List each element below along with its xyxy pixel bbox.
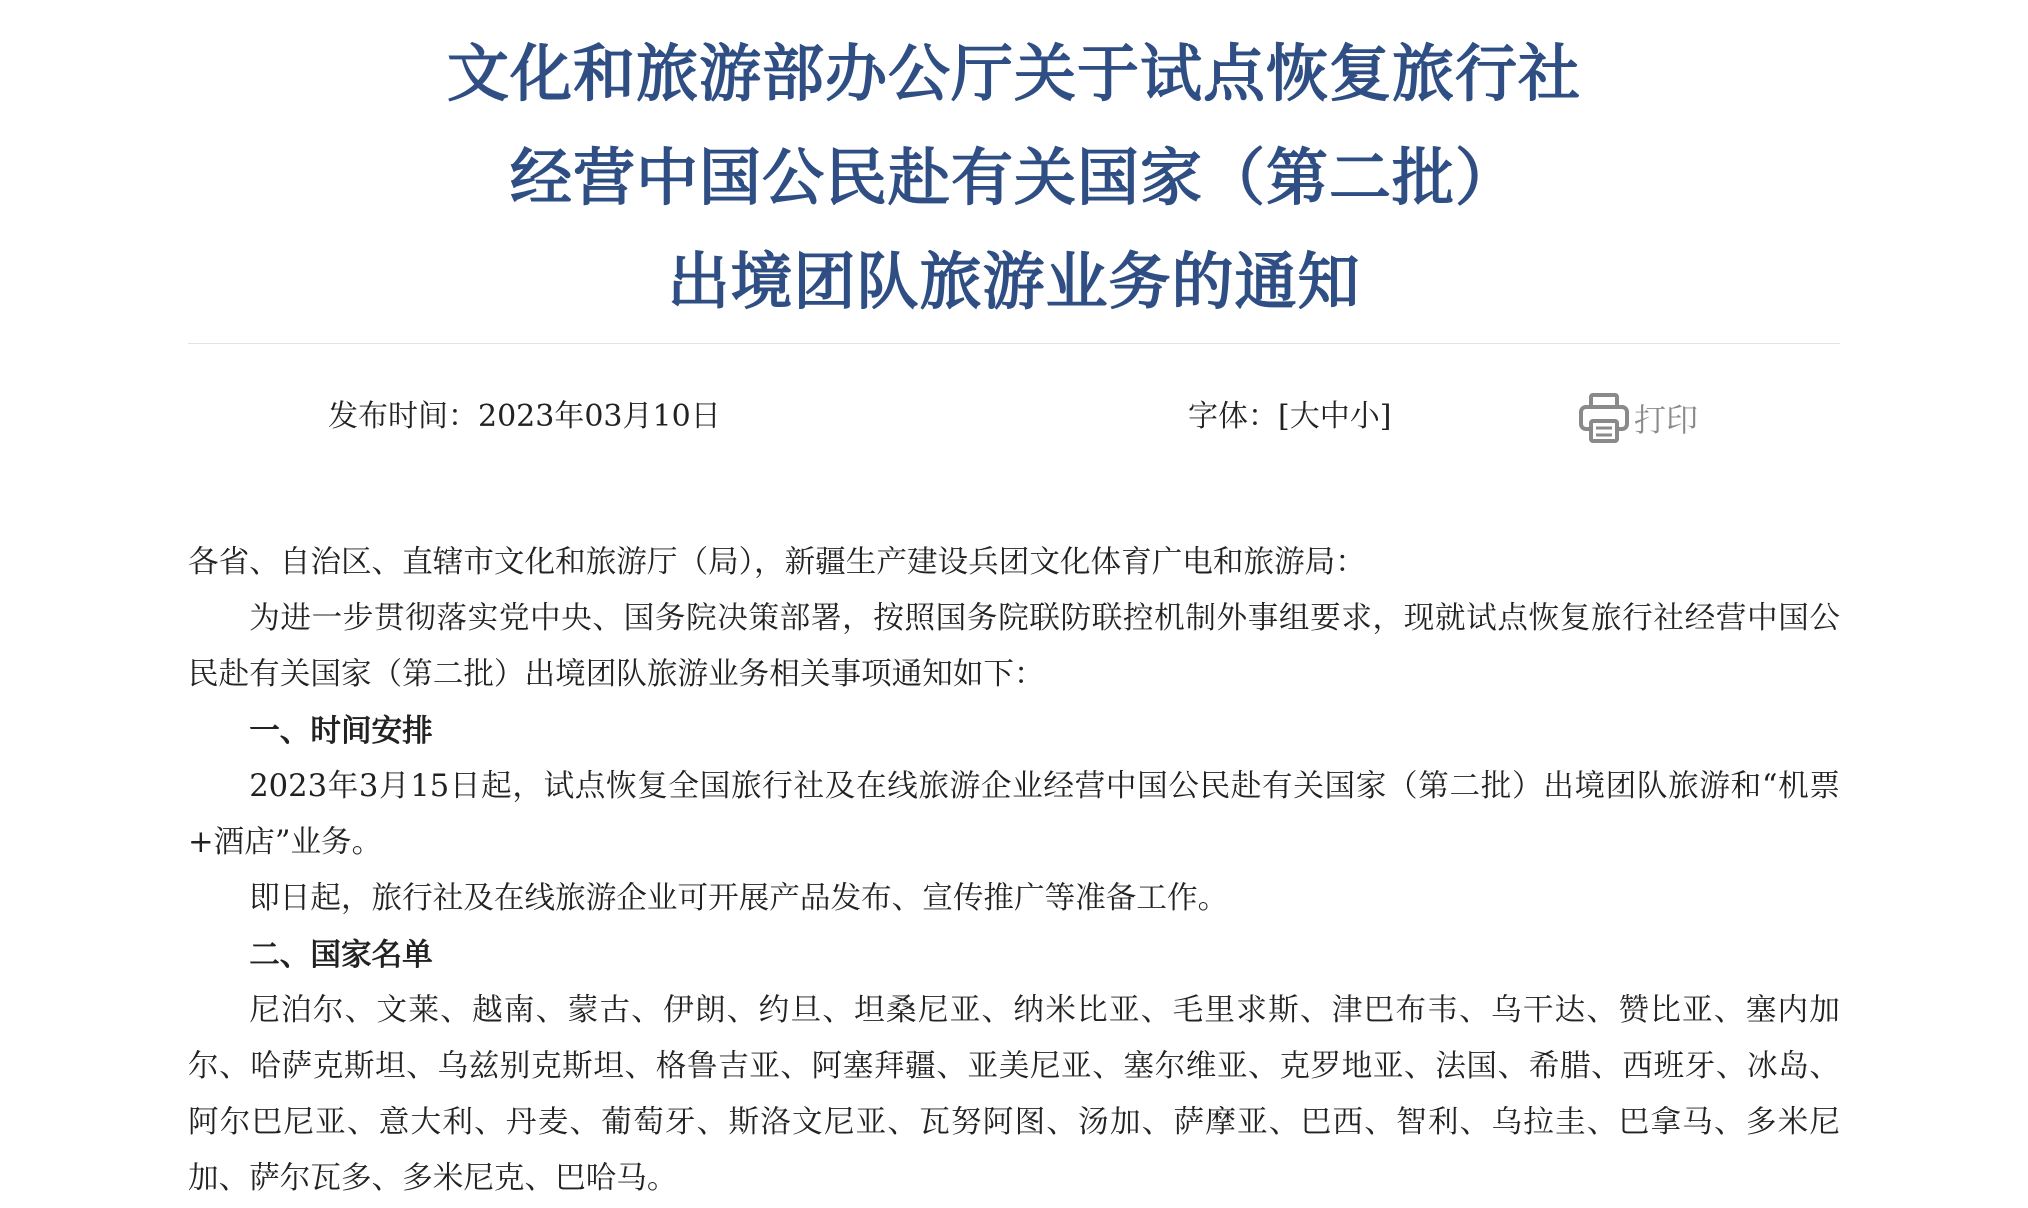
schedule-paragraph-2: 即日起，旅行社及在线旅游企业可开展产品发布、宣传推广等准备工作。 bbox=[249, 881, 1229, 916]
salutation: 各省、自治区、直辖市文化和旅游厅（局），新疆生产建设兵团文化体育广电和旅游局： bbox=[188, 545, 1366, 580]
publish-date bbox=[328, 392, 721, 442]
title-line-1: 文化和旅游部办公厅关于试点恢复旅行社 bbox=[446, 37, 1581, 110]
title-line-3: 出境团队旅游业务的通知 bbox=[667, 245, 1361, 318]
publish-date-label: 发布时间： bbox=[328, 399, 478, 434]
page-title bbox=[0, 22, 2028, 334]
font-size-selector bbox=[1188, 392, 1391, 442]
title-divider bbox=[188, 343, 1840, 344]
print-button[interactable] bbox=[1578, 388, 1698, 448]
printer-icon bbox=[1578, 392, 1630, 444]
font-size-label: 字体： bbox=[1188, 399, 1278, 434]
section-heading-countries: 二、国家名单 bbox=[249, 937, 433, 973]
schedule-paragraph-1: 2023年3月15日起，试点恢复全国旅行社及在线旅游企业经营中国公民赴有关国家（第二批）出境团队旅游和“机票+酒店”业务。 bbox=[188, 769, 1840, 860]
font-large-link[interactable]: 大 bbox=[1289, 399, 1320, 434]
font-small-link[interactable]: 小 bbox=[1349, 399, 1380, 434]
section-heading-schedule: 一、时间安排 bbox=[249, 713, 433, 749]
font-bracket-open: [ bbox=[1278, 399, 1290, 434]
intro-paragraph: 为进一步贯彻落实党中央、国务院决策部署，按照国务院联防联控机制外事组要求，现就试点恢复旅行社经营中国公民赴有关国家（第二批）出境团队旅游业务相关事项通知如下： bbox=[188, 601, 1840, 692]
article-body bbox=[188, 535, 1840, 1207]
country-list-paragraph: 尼泊尔、文莱、越南、蒙古、伊朗、约旦、坦桑尼亚、纳米比亚、毛里求斯、津巴布韦、乌干达、赞比亚、塞内加尔、哈萨克斯坦、乌兹别克斯坦、格鲁吉亚、阿塞拜疆、亚美尼亚、塞尔维亚、克罗地亚、法国、希腊、西班牙、冰岛、阿尔巴尼亚、意大利、丹麦、葡萄牙、斯洛文尼亚、瓦努阿图、汤加、萨摩亚、巴西、智利、乌拉圭、巴拿马、多米尼加、萨尔瓦多、多米尼克、巴哈马。 bbox=[188, 993, 1840, 1196]
title-line-2: 经营中国公民赴有关国家（第二批） bbox=[509, 141, 1518, 214]
font-medium-link[interactable]: 中 bbox=[1319, 399, 1350, 434]
print-label[interactable]: 打印 bbox=[1634, 401, 1699, 439]
publish-date-value: 2023年03月10日 bbox=[478, 399, 721, 434]
font-bracket-close: ] bbox=[1379, 399, 1392, 434]
